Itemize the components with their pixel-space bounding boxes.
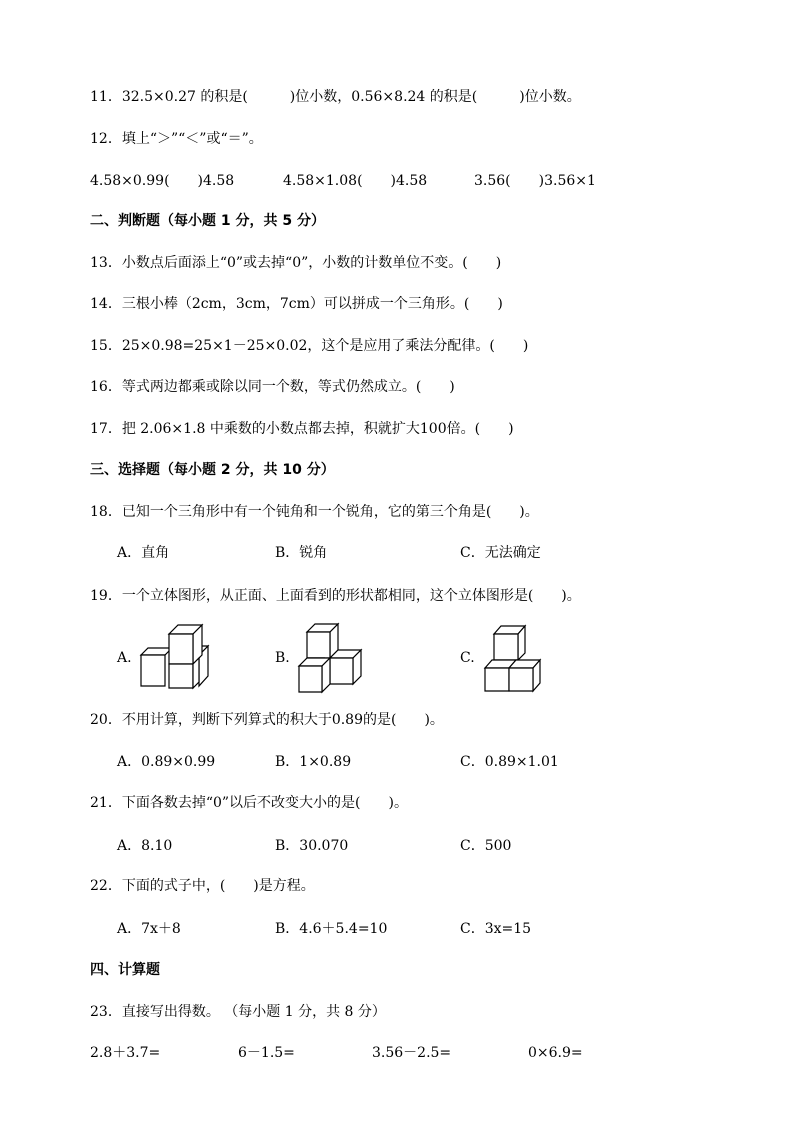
section-heading-choice: 三、选择题（每小题 2 分，共 10 分） bbox=[90, 462, 335, 478]
q19-option-c: C. bbox=[460, 650, 475, 666]
question-16: 16．等式两边都乘或除以同一个数，等式仍然成立。( ) bbox=[90, 379, 455, 395]
question-21: 21．下面各数去掉“0”以后不改变大小的是( )。 bbox=[90, 795, 408, 811]
q22-option-b: B．4.6＋5.4=10 bbox=[275, 921, 388, 937]
question-15: 15．25×0.98=25×1－25×0.02，这个是应用了乘法分配律。( ) bbox=[90, 338, 529, 354]
q19-option-a: A. bbox=[117, 650, 132, 666]
compare-item-2: 4.58×1.08( )4.58 bbox=[283, 173, 428, 189]
question-23: 23．直接写出得数。 （每小题 1 分，共 8 分） bbox=[90, 1004, 386, 1020]
question-19: 19．一个立体图形，从正面、上面看到的形状都相同，这个立体图形是( )。 bbox=[90, 588, 581, 604]
question-14: 14．三根小棒（2cm，3cm，7cm）可以拼成一个三角形。( ) bbox=[90, 296, 503, 312]
section-heading-judgement: 二、判断题（每小题 1 分，共 5 分） bbox=[90, 213, 325, 229]
q18-option-c: C．无法确定 bbox=[460, 545, 541, 561]
question-12: 12．填上“＞”“＜”或“＝”。 bbox=[90, 131, 263, 147]
question-11: 11．32.5×0.27 的积是( )位小数，0.56×8.24 的积是( )位小数。 bbox=[90, 89, 581, 105]
q19-option-b: B. bbox=[275, 650, 290, 666]
calc-item-4: 0×6.9= bbox=[528, 1045, 583, 1061]
calc-item-2: 6－1.5= bbox=[238, 1045, 295, 1061]
compare-item-3: 3.56( )3.56×1 bbox=[474, 173, 596, 189]
calc-item-1: 2.8＋3.7= bbox=[90, 1045, 161, 1061]
calc-item-3: 3.56－2.5= bbox=[372, 1045, 452, 1061]
q18-option-b: B．锐角 bbox=[275, 545, 328, 561]
q19-figure-a bbox=[135, 620, 225, 695]
question-18: 18．已知一个三角形中有一个钝角和一个锐角，它的第三个角是( )。 bbox=[90, 504, 539, 520]
q21-option-c: C．500 bbox=[460, 838, 512, 854]
q22-option-a: A．7x＋8 bbox=[117, 921, 181, 937]
question-22: 22．下面的式子中，( )是方程。 bbox=[90, 878, 315, 894]
q19-figure-c bbox=[480, 620, 550, 695]
question-17: 17．把 2.06×1.8 中乘数的小数点都去掉，积就扩大100倍。( ) bbox=[90, 421, 514, 437]
question-20: 20．不用计算，判断下列算式的积大于0.89的是( )。 bbox=[90, 712, 444, 728]
q21-option-a: A．8.10 bbox=[117, 838, 173, 854]
q18-option-a: A．直角 bbox=[117, 545, 170, 561]
q20-option-b: B．1×0.89 bbox=[275, 754, 352, 770]
q20-option-c: C．0.89×1.01 bbox=[460, 754, 559, 770]
question-13: 13．小数点后面添上“0”或去掉“0”，小数的计数单位不变。( ) bbox=[90, 255, 502, 271]
q19-figure-b bbox=[295, 620, 375, 695]
q20-option-a: A．0.89×0.99 bbox=[117, 754, 216, 770]
q22-option-c: C．3x=15 bbox=[460, 921, 532, 937]
q21-option-b: B．30.070 bbox=[275, 838, 349, 854]
section-heading-calculation: 四、计算题 bbox=[90, 962, 160, 978]
compare-item-1: 4.58×0.99( )4.58 bbox=[90, 173, 235, 189]
